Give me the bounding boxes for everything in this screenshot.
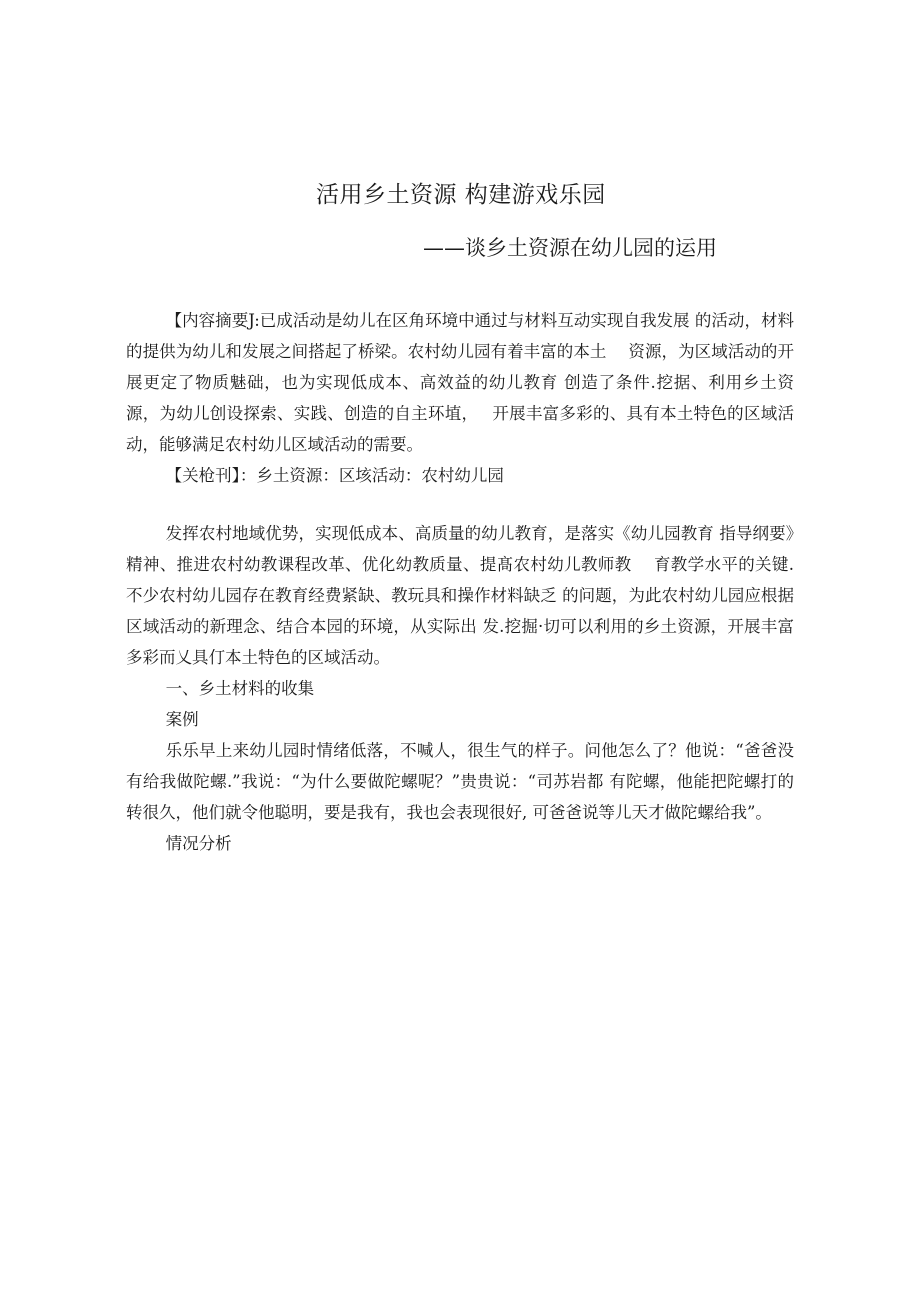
document-subtitle: ——谈乡土资源在幼儿园的运用	[423, 236, 717, 260]
analysis-label: 情况分析	[165, 834, 232, 853]
document-title: 活用乡土资源 构建游戏乐园	[316, 182, 606, 208]
keywords-section	[126, 460, 794, 491]
section-heading-1: 一、乡土材料的收集	[165, 679, 315, 698]
main-body	[126, 518, 794, 859]
intro-paragraph: 发挥农村地域优势，实现低成本、高质量的幼儿教育，是落实《幼儿园教育 指导纲要》精神、推进农村幼教课程改革、优化幼教质量、提髙农村幼儿教师教 育教学水平的关键.不少农村幼儿园存在教育经费紧缺、教玩具和操作材料缺乏 的问题，为此农村幼儿园应根据区域活动的新理念、结合本园的环境，从实际出 发.挖掘·切可以利用的乡土资源，开展丰富多彩而乂具仃本土特色的区域活动。	[126, 524, 794, 667]
abstract-section	[126, 305, 794, 460]
case-label: 案例	[165, 710, 199, 729]
keywords-paragraph: 【关枪刊】：乡土资源：区垓活动：农村幼儿园	[165, 466, 504, 485]
abstract-paragraph: 【内容摘要J:已成活动是幼儿在区角环境中通过与材料互动实现自我发展 的活动，材料的提供为幼儿和发展之间搭起了桥梁。农村幼儿园有着丰富的本土 资源，为区域活动的开展更定了物质魅础，也为实现低成本、高效益的幼儿教育 创造了条件.挖据、利用乡土资源，为幼儿创设探索、实践、创造的自主环埴， 开展丰富多彩的、具有本土特色的区域活动，能够满足农村幼儿区域活动的需要。	[126, 311, 794, 454]
case-paragraph: 乐乐早上来幼儿园时情绪低落，不喊人，很生气的样子。问他怎么了？他说：“爸爸没有给我做陀螺.”我说：“为什么要做陀螺呢？”贵贵说：“司苏岩都 有陀螺，他能把陀螺打的转很久，他们就令他聪明，要是我有，我也会表现很好, 可爸爸说等儿天才做陀螺给我”。	[126, 741, 794, 822]
